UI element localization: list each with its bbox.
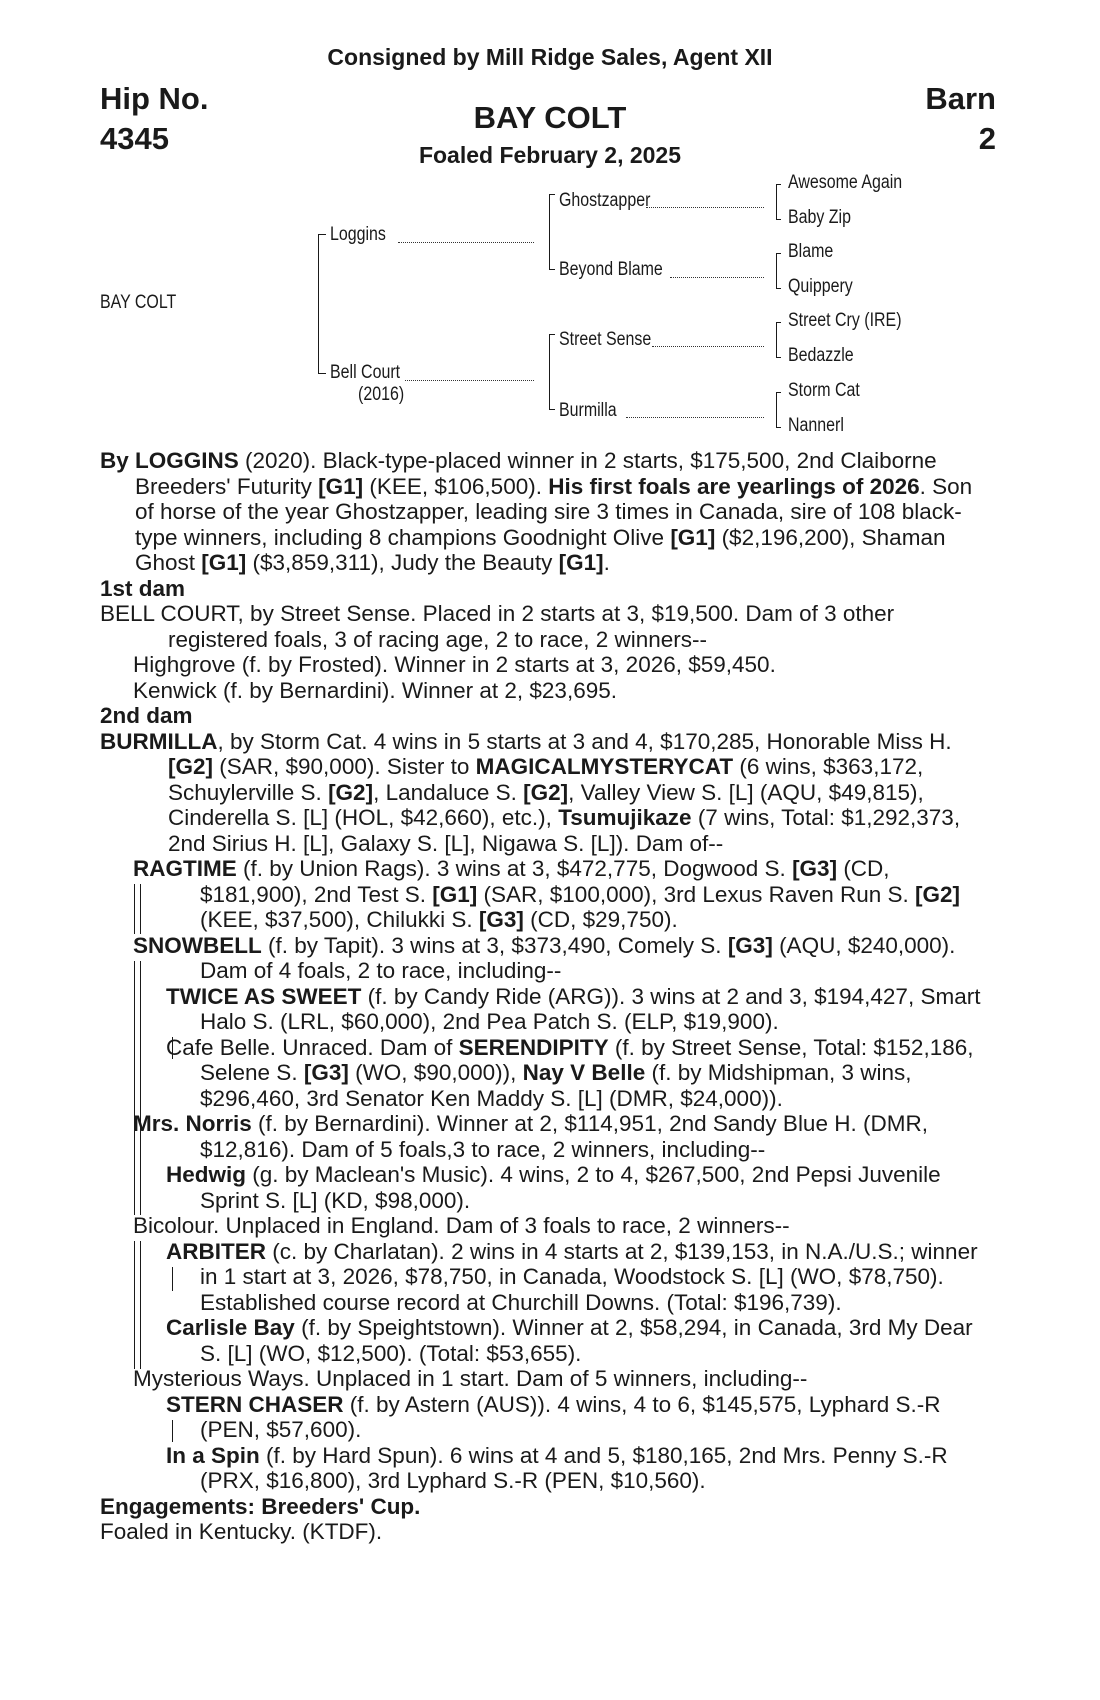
foal-name: SERENDIPITY (458, 1034, 609, 1060)
text: ($3,859,311), Judy the Beauty (246, 550, 559, 575)
grade-badge: [G1] (432, 881, 478, 907)
text: (g. by Maclean's Music). 4 wins, 2 to 4, $267,500, 2nd Pepsi Juvenile Sprint S. [L] (KD, $98,000). (200, 1162, 941, 1213)
text: , Valley View S. [L] (AQU, $49,815), Cinderella S. [L] (HOL, $42,660), etc.), (168, 779, 924, 830)
bracket-line (776, 253, 781, 254)
produce-entry (100, 1111, 995, 1162)
second-dam-name: BURMILLA (100, 728, 218, 754)
produce-entry (100, 1392, 995, 1443)
text: (c. by Charlatan). 2 wins in 4 starts at 2, $139,153, in N.A./U.S.; winner in 1 start at 3, 2026, $78,750, in Canada, Woodstock S. [L] (WO, $78,750). Established course record at Churchill Downs. (Total: $196,739). (200, 1238, 978, 1315)
bracket-line (318, 234, 319, 374)
first-foals-note: His first foals are yearlings of 2026 (548, 473, 920, 499)
bracket-line (549, 409, 555, 410)
bracket-line (549, 269, 555, 270)
text: (AQU, $240,000). Dam of 4 foals, 2 to race, including-- (200, 932, 956, 983)
barn-number: 2 (978, 121, 996, 156)
first-dam-text: BELL COURT, by Street Sense. Placed in 2 starts at 3, $19,500. Dam of 3 other registered foals, 3 of racing age, 2 to race, 2 winners-- (100, 601, 895, 652)
produce-entry: Mysterious Ways. Unplaced in 1 start. Dam of 5 winners, including-- (133, 1366, 808, 1391)
pedigree-dam: Bell Court (330, 362, 401, 383)
bracket-line (549, 194, 550, 270)
text: (f. by Hard Spun). 6 wins at 4 and 5, $180,165, 2nd Mrs. Penny S.-R (PRX, $16,800), 3rd Lyphard S.-R (PEN, $10,560). (200, 1442, 948, 1493)
text: (f. by Candy Ride (ARG)). 3 wins at 2 and 3, $194,427, Smart Halo S. (LRL, $60,000), 2nd Pea Patch S. (ELP, $19,900). (200, 983, 981, 1034)
produce-entry (100, 856, 995, 933)
bracket-line (776, 219, 781, 220)
produce-bicolour (100, 1213, 995, 1366)
foal-name: In a Spin (166, 1442, 260, 1468)
grade-badge: [G3] (727, 932, 773, 958)
text: . (603, 550, 610, 575)
produce-entry (100, 933, 995, 984)
bracket-line (318, 234, 326, 235)
foaled-in: Foaled in Kentucky. (KTDF). (100, 1519, 383, 1544)
grade-badge: [G1] (670, 524, 716, 550)
pedigree-sire-sire: Ghostzapper (559, 190, 651, 211)
pedigree-sire: Loggins (330, 224, 386, 245)
barn-label: Barn (925, 81, 996, 116)
foal-name: Nay V Belle (522, 1060, 646, 1085)
pedigree-dam-sire: Street Sense (559, 329, 652, 350)
page-title: BAY COLT (473, 100, 627, 135)
text: (CD, $29,750). (523, 907, 678, 932)
grade-badge: [G3] (478, 907, 524, 932)
text: (KEE, $37,500), Chilukki S. (200, 907, 479, 932)
pedigree-subject: BAY COLT (100, 292, 177, 313)
leader-dots (670, 277, 764, 278)
grade-badge: [G2] (523, 779, 569, 805)
foaled-date: Foaled February 2, 2025 (418, 142, 682, 168)
produce-entry: Bicolour. Unplaced in England. Dam of 3 foals to race, 2 winners-- (133, 1213, 790, 1238)
foal-name: Carlisle Bay (166, 1315, 295, 1340)
foal-name: Mrs. Norris (133, 1111, 252, 1136)
catalog-body (100, 448, 995, 1545)
text: (f. by Bernardini). Winner at 2, $114,951, 2nd Sandy Blue H. (DMR, $12,816). Dam of 5 foals,3 to race, 2 winners, including-- (200, 1111, 928, 1162)
grade-badge: [G2] (168, 754, 213, 779)
text: (CD, $181,900), 2nd Test S. (200, 856, 890, 907)
bracket-line (776, 427, 781, 428)
leader-dots (405, 380, 534, 381)
produce-entry (100, 984, 995, 1035)
bracket-line (776, 357, 781, 358)
text: (2020). Black-type-placed winner in 2 starts, $175,500, 2nd Claiborne Breeders' Futurity (135, 448, 937, 499)
pedigree-g3: Blame (788, 241, 834, 262)
foal-name: ARBITER (166, 1238, 266, 1264)
pedigree-g3: Awesome Again (788, 172, 903, 193)
produce-entry (100, 1443, 995, 1494)
text: (f. by Tapit). 3 wins at 3, $373,490, Comely S. (261, 932, 728, 958)
pedigree-g3: Nannerl (788, 415, 844, 436)
pedigree-g3: Street Cry (IRE) (788, 310, 902, 331)
produce-norris (100, 1111, 995, 1213)
text: (7 wins, Total: $1,292,373, 2nd Sirius H. [L], Galaxy S. [L], Nigawa S. [L]). Dam of-- (168, 805, 961, 856)
leader-dots (652, 346, 764, 347)
foal-name: STERN CHASER (166, 1391, 344, 1417)
pedigree-dam-dam: Burmilla (559, 400, 617, 421)
foal-name: RAGTIME (133, 856, 237, 881)
produce-entry: Kenwick (f. by Bernardini). Winner at 2, $23,695. (133, 677, 617, 703)
produce-snowbell (100, 933, 995, 1112)
produce-entry (100, 1315, 995, 1366)
bracket-line (776, 288, 781, 289)
produce-entry (100, 1035, 995, 1112)
bracket-line (776, 392, 777, 428)
leader-dots (398, 242, 534, 243)
text: (6 wins, $363,172, Schuylerville S. (168, 754, 924, 805)
bracket-line (776, 322, 781, 323)
grade-badge: [G3] (303, 1060, 349, 1085)
sire-paragraph (100, 448, 995, 576)
grade-badge: [G1] (558, 550, 604, 575)
bracket-line (549, 334, 555, 335)
text: , Landaluce S. (373, 779, 524, 805)
sibling-name: Tsumujikaze (558, 805, 692, 830)
grade-badge: [G2] (328, 779, 374, 805)
foal-name: SNOWBELL (133, 932, 262, 958)
text: . Son of horse of the year Ghostzapper, leading sire 3 times in Canada, sire of 108 black-type winners, including 8 champions Goodnight Olive (135, 473, 973, 550)
bracket-line (549, 194, 555, 195)
pedigree-g3: Storm Cat (788, 380, 860, 401)
text: Cafe Belle. Unraced. Dam of (166, 1034, 459, 1060)
leader-dots (646, 207, 764, 208)
bracket-line (776, 184, 777, 220)
pedigree-sire-dam: Beyond Blame (559, 259, 663, 280)
second-dam-heading: 2nd dam (100, 703, 193, 728)
text: (f. by Midshipman, 3 wins, $296,460, 3rd Senator Ken Maddy S. [L] (DMR, $24,000)). (200, 1060, 912, 1111)
text: (WO, $90,000)), (348, 1060, 523, 1085)
produce-entry (100, 1162, 995, 1213)
bracket-line (776, 322, 777, 358)
bracket-line (776, 184, 781, 185)
engagements: Engagements: Breeders' Cup. (100, 1493, 421, 1519)
produce-entry: Highgrove (f. by Frosted). Winner in 2 starts at 3, 2026, $59,450. (133, 652, 776, 677)
bracket-line (549, 334, 550, 410)
foal-name: TWICE AS SWEET (166, 983, 362, 1009)
pedigree-g3: Quippery (788, 276, 853, 297)
text: (f. by Union Rags). 3 wins at 3, $472,775, Dogwood S. (236, 856, 793, 881)
pedigree-dam-year: (2016) (358, 384, 405, 405)
text: (f. by Street Sense, Total: $152,186, Selene S. (200, 1034, 974, 1085)
produce-ragtime (100, 856, 995, 933)
text: (f. by Speightstown). Winner at 2, $58,294, in Canada, 3rd My Dear S. [L] (WO, $12,500). (Total: $53,655). (200, 1315, 973, 1366)
grade-badge: [G3] (792, 856, 838, 881)
text: ($2,196,200), Shaman Ghost (135, 524, 946, 575)
hip-label: Hip No. (100, 81, 209, 116)
bracket-line (318, 373, 326, 374)
text: , by Storm Cat. 4 wins in 5 starts at 3 and 4, $170,285, Honorable Miss H. (217, 728, 952, 754)
grade-badge: [G1] (318, 473, 364, 499)
sibling-name: MAGICALMYSTERYCAT (475, 754, 734, 779)
first-dam-heading: 1st dam (100, 575, 186, 601)
bracket-line (776, 253, 777, 289)
produce-entry (100, 1239, 995, 1316)
text: (f. by Astern (AUS)). 4 wins, 4 to 6, $145,575, Lyphard S.-R (PEN, $57,600). (200, 1391, 941, 1442)
pedigree-g3: Baby Zip (788, 207, 851, 228)
text: (SAR, $90,000). Sister to (213, 754, 476, 779)
text: (KEE, $106,500). (363, 473, 549, 499)
leader-dots (626, 417, 764, 418)
foal-name: Hedwig (166, 1162, 247, 1187)
grade-badge: [G1] (201, 550, 247, 575)
produce-mysterious (100, 1366, 995, 1494)
pedigree-g3: Bedazzle (788, 345, 854, 366)
hip-number: 4345 (100, 121, 169, 156)
second-dam-text (100, 729, 995, 857)
consignor-line: Consigned by Mill Ridge Sales, Agent XII (327, 44, 773, 70)
bracket-line (776, 392, 781, 393)
text: (SAR, $100,000), 3rd Lexus Raven Run S. (477, 881, 916, 907)
grade-badge: [G2] (915, 881, 961, 907)
sire-name: By LOGGINS (100, 448, 239, 473)
